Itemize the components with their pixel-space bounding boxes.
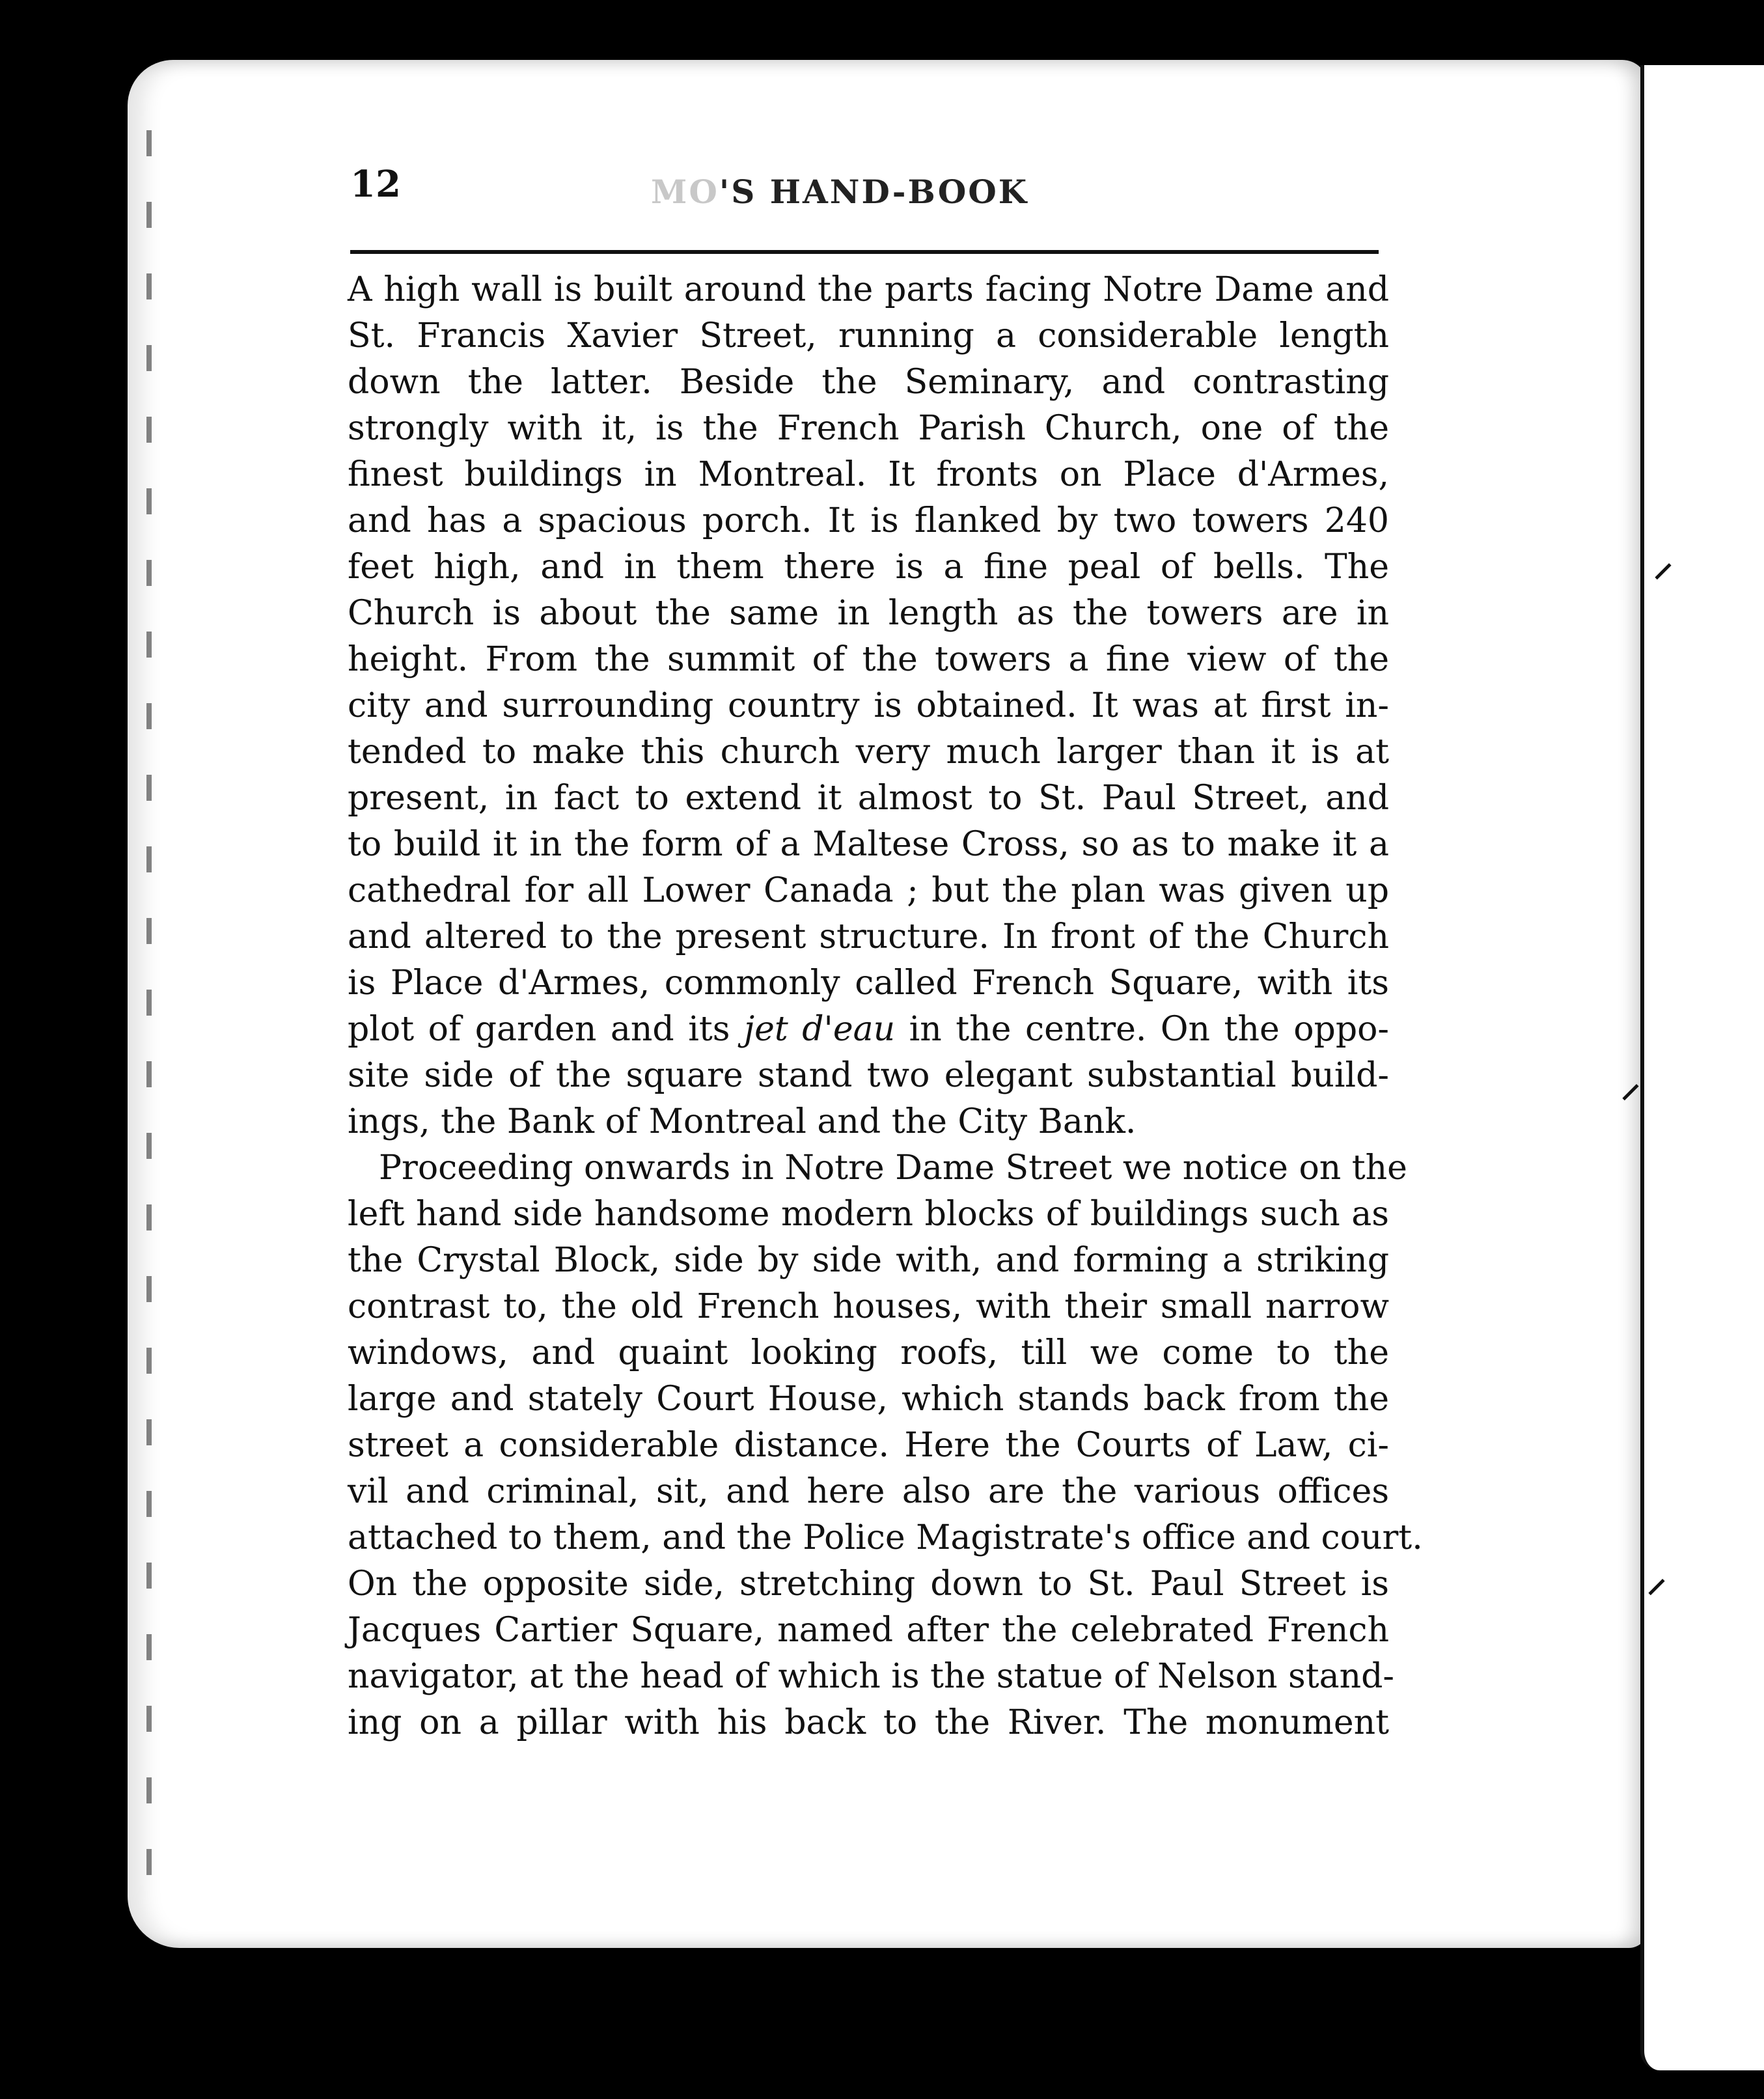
- text-line: the Crystal Block, side by side with, and forming a striking: [348, 1241, 1389, 1280]
- text-line: city and surrounding country is obtained. It was at first in-: [348, 686, 1389, 725]
- header-rule: [350, 250, 1379, 254]
- paragraph-1: [348, 267, 1389, 1145]
- text-line: Church is about the same in length as the towers are in: [348, 594, 1389, 633]
- text-line: Jacques Cartier Square, named after the celebrated French: [348, 1611, 1389, 1650]
- text-line: is Place d'Armes, commonly called French Square, with its: [348, 964, 1389, 1003]
- text-line: St. Francis Xavier Street, running a considerable length: [348, 316, 1389, 355]
- italic-phrase: jet d'eau: [743, 1010, 896, 1049]
- text-line: navigator, at the head of which is the statue of Nelson stand-: [348, 1657, 1394, 1696]
- text-line: height. From the summit of the towers a fine view of the: [348, 640, 1389, 679]
- text-line: vil and criminal, sit, and here also are the various offices: [348, 1472, 1389, 1511]
- text-line: strongly with it, is the French Parish Church, one of the: [348, 409, 1389, 448]
- facing-page-edge: [1640, 65, 1764, 2070]
- margin-mark: ⸝: [1621, 1061, 1640, 1106]
- text-line: A high wall is built around the parts facing Notre Dame and: [348, 270, 1389, 309]
- text-line: left hand side handsome modern blocks of buildings such as: [348, 1195, 1389, 1234]
- text-line: [348, 1007, 1389, 1053]
- text-line: present, in fact to extend it almost to St. Paul Street, and: [348, 779, 1389, 818]
- margin-mark: ⸝: [1647, 1555, 1666, 1601]
- text-line: finest buildings in Montreal. It fronts on Place d'Armes,: [348, 455, 1389, 494]
- text-line: cathedral for all Lower Canada ; but the plan was given up: [348, 871, 1389, 910]
- text-line: large and stately Court House, which stands back from the: [348, 1380, 1389, 1419]
- page-binding-edge: [146, 130, 152, 1888]
- text-line: ing on a pillar with his back to the River. The monument: [348, 1703, 1389, 1742]
- text-segment: plot of garden and its: [348, 1010, 744, 1049]
- text-line: and has a spacious porch. It is flanked by two towers 240: [348, 501, 1389, 540]
- text-line: and altered to the present structure. In front of the Church: [348, 917, 1389, 956]
- text-line: site side of the square stand two elegant substantial build-: [348, 1056, 1389, 1095]
- text-segment: in the centre. On the oppo-: [895, 1010, 1389, 1049]
- text-line: feet high, and in them there is a fine peal of bells. The: [348, 548, 1389, 587]
- text-line: windows, and quaint looking roofs, till we come to the: [348, 1333, 1389, 1372]
- text-line: to build it in the form of a Maltese Cross, so as to make it a: [348, 825, 1389, 864]
- paragraph-2-body: [348, 1191, 1423, 1746]
- text-line: down the latter. Beside the Seminary, and contrasting: [348, 363, 1389, 402]
- text-line: On the opposite side, stretching down to St. Paul Street is: [348, 1564, 1389, 1604]
- paragraph-2: [348, 1145, 1407, 1191]
- text-line: Proceeding onwards in Notre Dame Street we notice on the: [379, 1148, 1407, 1188]
- page-number: 12: [350, 163, 401, 206]
- running-head-title: 'S HAND-BOOK: [719, 173, 1029, 211]
- text-line: contrast to, the old French houses, with their small narrow: [348, 1287, 1389, 1326]
- text-line: ings, the Bank of Montreal and the City Bank.: [348, 1102, 1137, 1141]
- text-line: attached to them, and the Police Magistrate's office and court.: [348, 1518, 1423, 1557]
- text-line: tended to make this church very much larger than it is at: [348, 732, 1389, 771]
- text-line: street a considerable distance. Here the Courts of Law, ci-: [348, 1426, 1389, 1465]
- running-head: [651, 173, 1094, 211]
- margin-mark: ⸝: [1653, 540, 1673, 585]
- body-text: [348, 267, 1423, 1746]
- running-head-faded: MO: [651, 173, 719, 211]
